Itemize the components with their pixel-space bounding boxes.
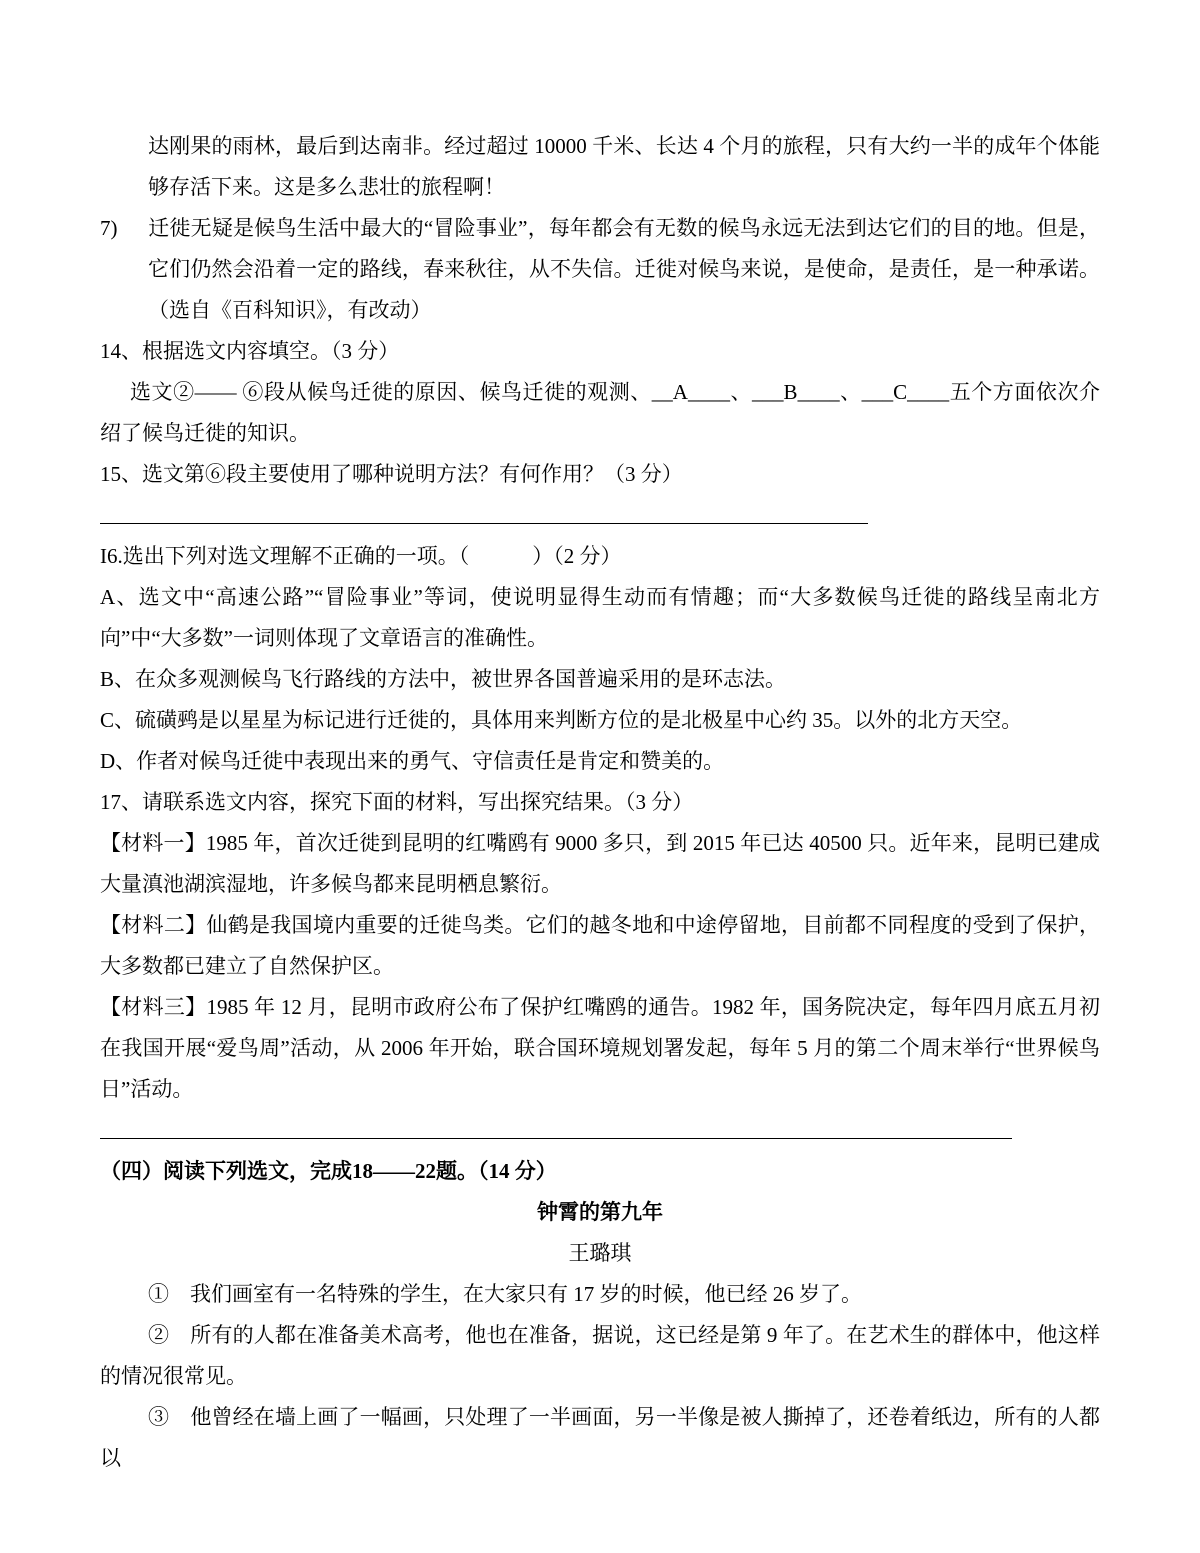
question-17: 17、请联系选文内容，探究下面的材料，写出探究结果。（3 分） — [100, 790, 694, 814]
question-16-option-d: D、作者对候鸟迁徙中表现出来的勇气、守信责任是肯定和赞美的。 — [100, 749, 725, 773]
answer-line-rule — [100, 1110, 1012, 1139]
question-14: 14、根据选文内容填空。（3 分） — [100, 339, 400, 363]
essay-paragraph-1: ① 我们画室有一名特殊的学生，在大家只有 17 岁的时候，他已经 26 岁了。 — [148, 1282, 862, 1306]
paragraph-number: 7) — [100, 216, 118, 240]
material-3: 【材料三】1985 年 12 月，昆明市政府公布了保护红嘴鸥的通告。1982 年，国务院决定，每年四月底五月初在我国开展“爱鸟周”活动，从 2006 年开始，联合国环境规划署发起，每年 5 月的第二个周末举行“世界候鸟日”活动。 — [100, 995, 1100, 1101]
question-16-option-c: C、硫磺鹀是以星星为标记进行迁徙的，具体用来判断方位的是北极星中心约 35。以外的北方天空。 — [100, 708, 1023, 732]
essay-title: 钟霄的第九年 — [537, 1200, 663, 1224]
question-16: I6.选出下列对选文理解不正确的一项。（ ）（2 分） — [100, 544, 622, 568]
material-1: 【材料一】1985 年，首次迁徙到昆明的红嘴鸥有 9000 多只，到 2015 年已达 40500 只。近年来，昆明已建成大量滇池湖滨湿地，许多候鸟都来昆明栖息繁衍。 — [100, 831, 1100, 896]
material-2: 【材料二】仙鹤是我国境内重要的迁徙鸟类。它们的越冬地和中途停留地，目前都不同程度的受到了保护，大多数都已建立了自然保护区。 — [100, 913, 1100, 978]
answer-line — [100, 495, 1100, 536]
essay-paragraph-3: ③ 他曾经在墙上画了一幅画，只处理了一半画面，另一半像是被人撕掉了，还卷着纸边，所有的人都以 — [100, 1405, 1100, 1470]
question-16-option-b: B、在众多观测候鸟飞行路线的方法中，被世界各国普遍采用的是环志法。 — [100, 667, 787, 691]
answer-line-rule — [100, 495, 868, 524]
reading-paragraph-continuation: 达刚果的雨林，最后到达南非。经过超过 10000 千米、长达 4 个月的旅程，只有大约一半的成年个体能够存活下来。这是多么悲壮的旅程啊！ — [148, 134, 1100, 199]
section-4-header: （四）阅读下列选文，完成18——22题。（14 分） — [100, 1159, 557, 1183]
question-16-option-a: A、选文中“高速公路”“冒险事业”等词，使说明显得生动而有情趣；而“大多数候鸟迁徙的路线呈南北方向”中“大多数”一词则体现了文章语言的准确性。 — [100, 585, 1100, 650]
question-15: 15、选文第⑥段主要使用了哪种说明方法？有何作用？（3 分） — [100, 462, 683, 486]
answer-line — [100, 1110, 1100, 1151]
essay-paragraph-2: ② 所有的人都在准备美术高考，他也在准备，据说，这已经是第 9 年了。在艺术生的群体中，他这样的情况很常见。 — [100, 1323, 1100, 1388]
paragraph-text: 迁徙无疑是候鸟生活中最大的“冒险事业”，每年都会有无数的候鸟永远无法到达它们的目的地。但是，它们仍然会沿着一定的路线，春来秋往，从不失信。迁徙对候鸟来说，是使命，是责任，是一种承诺。（选自《百科知识》，有改动） — [148, 216, 1100, 322]
essay-author: 王璐琪 — [568, 1241, 632, 1265]
reading-paragraph-7 — [100, 208, 1100, 331]
question-14-fill-sentence: 选文②—— ⑥段从候鸟迁徙的原因、候鸟迁徙的观测、__A____、___B____、___C____五个方面依次介绍了候鸟迁徙的知识。 — [100, 380, 1100, 445]
